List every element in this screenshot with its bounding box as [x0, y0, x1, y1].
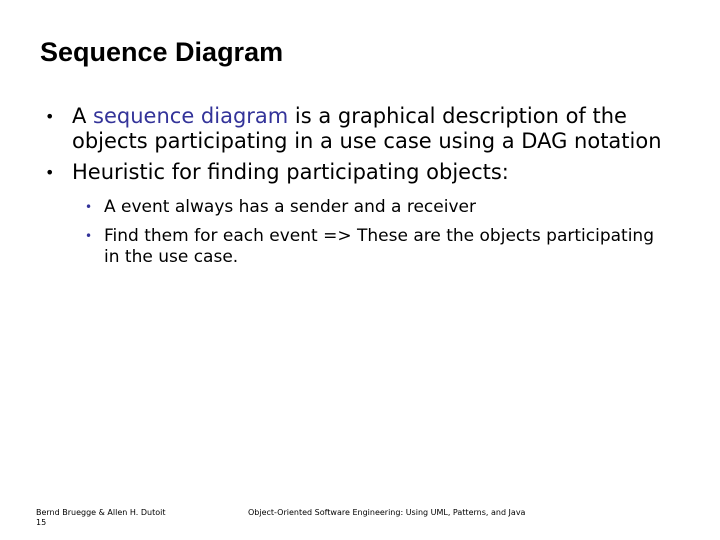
bullet-marker: •: [45, 107, 55, 126]
bullet-text: Heuristic for finding participating objects:: [72, 160, 509, 184]
bullet-item: [45, 160, 682, 185]
sub-bullet-item: [85, 197, 664, 218]
bullet-marker: •: [45, 163, 55, 182]
bullet-text-prefix: A: [72, 104, 94, 128]
footer-book-title: Object-Oriented Software Engineering: Using UML, Patterns, and Java: [248, 508, 526, 517]
footer-page-number: 15: [36, 518, 47, 527]
sub-bullet-marker: •: [85, 200, 93, 214]
bullet-item: [45, 104, 682, 154]
footer-left: [36, 508, 165, 528]
sub-bullet-marker: •: [85, 229, 93, 243]
sub-bullet-text: A event always has a sender and a receiver: [104, 197, 476, 217]
sub-bullet-text: Find them for each event => These are the objects participating in the use case.: [104, 226, 654, 267]
bullet-text-suffix: is a graphical description of the objects participating in a use case using a DAG notation: [72, 104, 662, 153]
sub-bullet-list: [0, 197, 720, 268]
bullet-list: [0, 104, 720, 276]
sub-bullet-item: [85, 226, 664, 268]
highlighted-term: sequence diagram: [93, 104, 289, 128]
footer-authors: Bernd Bruegge & Allen H. Dutoit: [36, 508, 166, 517]
slide-title: Sequence Diagram: [40, 37, 284, 67]
